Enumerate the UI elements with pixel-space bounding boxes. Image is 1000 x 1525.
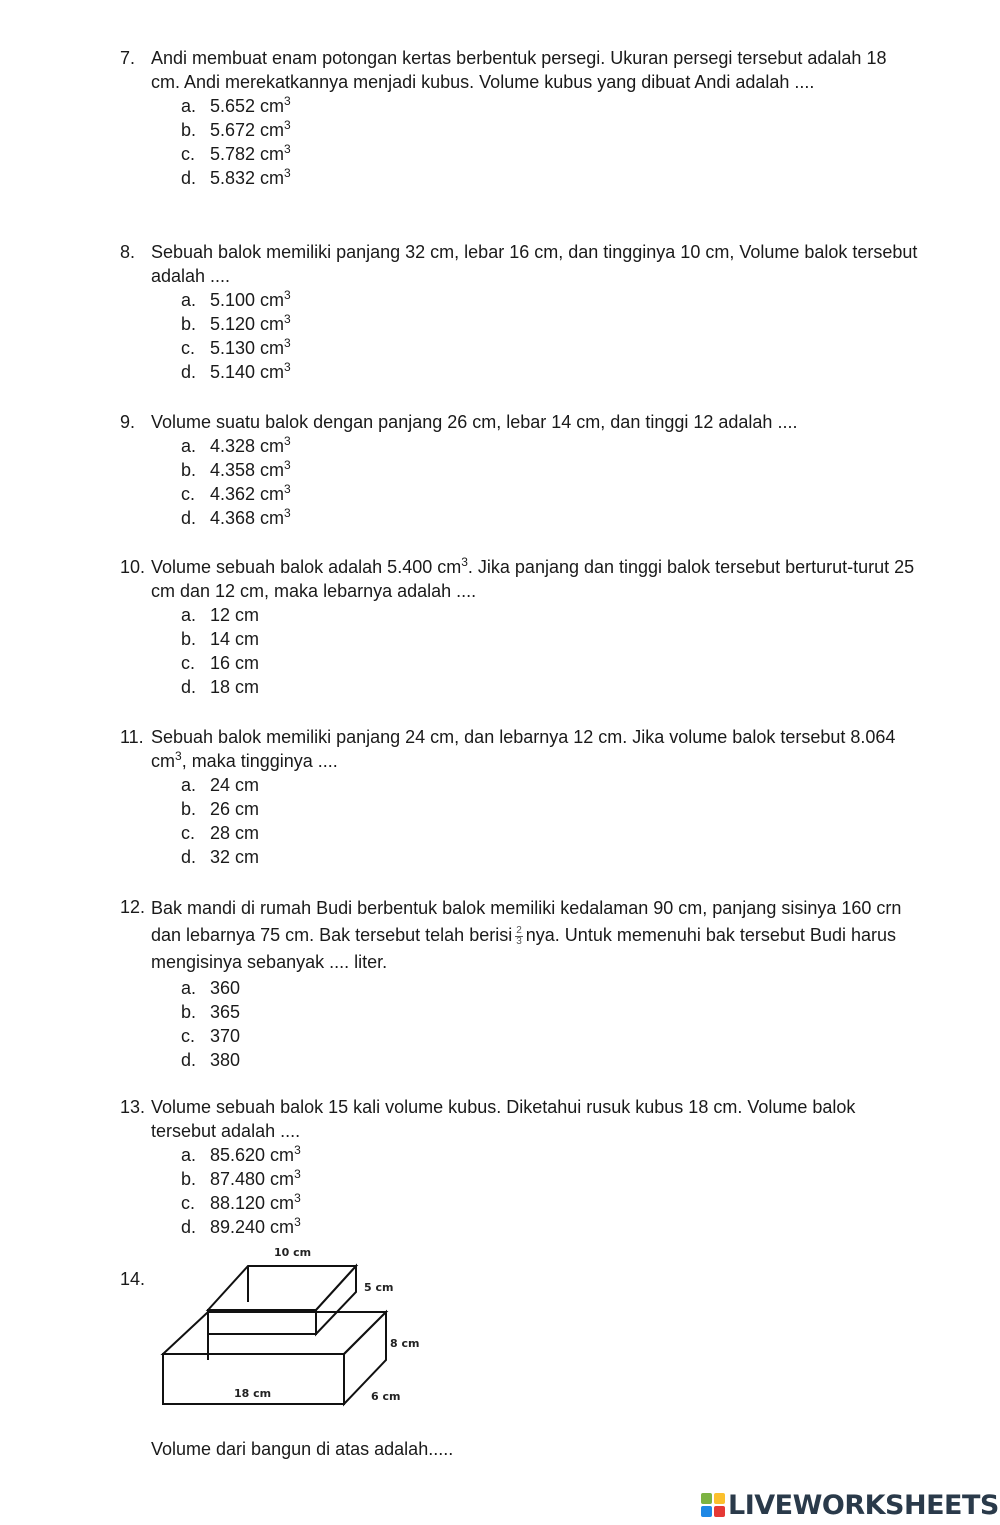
option-c: c. 88.120 $cm^3$ xyxy=(181,1191,301,1213)
liveworksheets-logo-icon xyxy=(700,1492,726,1518)
logo-text: LIVEWORKSHEETS xyxy=(728,1489,999,1521)
option-a: a. 5.652 $cm^3$ xyxy=(181,94,291,116)
option-b: b. 365 xyxy=(181,1002,241,1022)
option-c: c. 370 xyxy=(181,1026,241,1046)
question-number: 12. xyxy=(120,897,146,917)
top-cuboid-front-face xyxy=(208,1310,316,1334)
option-b: b. 5.120 $cm^3$ xyxy=(181,312,291,334)
question-12 xyxy=(120,895,910,1072)
option-b: b. 14 cm xyxy=(181,629,260,649)
option-a: a. 5.100 $cm^3$ xyxy=(181,288,291,310)
options-list xyxy=(181,603,920,699)
question-number: 9. xyxy=(120,412,136,432)
label-bottom-length: 18 cm xyxy=(234,1387,272,1400)
label-top-height: 5 cm xyxy=(364,1281,394,1294)
option-d: d. 32 cm xyxy=(181,847,260,867)
label-top-length: 10 cm xyxy=(274,1246,312,1259)
option-d: d. 380 xyxy=(181,1050,241,1070)
option-a: a. 4.328 $cm^3$ xyxy=(181,434,291,456)
question-text: Volume sebuah balok adalah 5.400 $cm^3$. Jika panjang dan tinggi balok tersebut berturut-turut 25 cm dan 12 cm, maka lebarnya adalah .... xyxy=(151,555,915,601)
stacked-cuboids-figure xyxy=(150,1240,430,1410)
question-text: Sebuah balok memiliki panjang 24 cm, dan lebarnya 12 cm. Jika volume balok tersebut 8.064 $cm^3$, maka tingginya .... xyxy=(151,727,896,771)
option-d: d. 4.368 $cm^3$ xyxy=(181,506,291,528)
option-c: c. 4.362 $cm^3$ xyxy=(181,482,291,504)
question-13 xyxy=(120,1095,920,1239)
option-d: d. 5.140 $cm^3$ xyxy=(181,360,291,382)
option-b: b. 87.480 $cm^3$ xyxy=(181,1167,301,1189)
question-9 xyxy=(120,410,920,530)
label-bottom-height: 8 cm xyxy=(390,1337,420,1350)
logo-square-red xyxy=(714,1506,725,1517)
question-text: Volume sebuah balok 15 kali volume kubus. Diketahui rusuk kubus 18 cm. Volume balok tersebut adalah .... xyxy=(151,1097,856,1141)
question-7 xyxy=(120,46,920,190)
option-a: a. 12 cm xyxy=(181,605,260,625)
option-c: c. 5.130 $cm^3$ xyxy=(181,336,291,358)
option-d: d. 89.240 $cm^3$ xyxy=(181,1215,301,1237)
option-b: b. 4.358 $cm^3$ xyxy=(181,458,291,480)
logo-square-green xyxy=(701,1493,712,1504)
option-a: a. 85.620 $cm^3$ xyxy=(181,1143,301,1165)
question-number: 10. xyxy=(120,557,146,577)
options-list xyxy=(181,288,920,384)
top-cuboid-side-face xyxy=(316,1266,356,1334)
question-number: 8. xyxy=(120,242,136,262)
option-d: d. 5.832 $cm^3$ xyxy=(181,166,291,188)
options-list xyxy=(181,1143,920,1239)
question-text: Volume suatu balok dengan panjang 26 cm, lebar 14 cm, dan tinggi 12 adalah .... xyxy=(151,412,798,432)
top-cuboid-top-face xyxy=(208,1266,356,1310)
option-a: a. 360 xyxy=(181,978,241,998)
option-d: d. 18 cm xyxy=(181,677,260,697)
question-10 xyxy=(120,555,920,699)
option-c: c. 16 cm xyxy=(181,653,260,673)
question-text: Volume dari bangun di atas adalah..... xyxy=(151,1439,454,1459)
question-8 xyxy=(120,240,920,384)
options-list xyxy=(181,94,920,190)
logo-square-blue xyxy=(701,1506,712,1517)
liveworksheets-logo xyxy=(700,1488,999,1522)
question-text: Bak mandi di rumah Budi berbentuk balok memiliki kedalaman 90 cm, panjang sisinya 160 crn dan lebarnya 75 cm. Bak tersebut telah berisi $\frac{2}{3}$ nya. Untuk memenuhi bak tersebut Budi harus mengisinya sebanyak .... liter. xyxy=(151,898,902,972)
question-number: 7. xyxy=(120,48,136,68)
fraction: $\frac{2}{3}$ xyxy=(516,924,522,947)
option-b: b. 5.672 $cm^3$ xyxy=(181,118,291,140)
options-list xyxy=(181,773,920,869)
logo-square-yellow xyxy=(714,1493,725,1504)
question-number: 13. xyxy=(120,1097,146,1117)
option-c: c. 28 cm xyxy=(181,823,260,843)
label-bottom-width: 6 cm xyxy=(371,1390,401,1403)
question-11 xyxy=(120,725,920,869)
options-list xyxy=(181,976,910,1072)
option-a: a. 24 cm xyxy=(181,775,260,795)
question-text: Andi membuat enam potongan kertas berbentuk persegi. Ukuran persegi tersebut adalah 18 cm. Andi merekatkannya menjadi kubus. Volume kubus yang dibuat Andi adalah .... xyxy=(151,48,887,92)
question-number: 14. xyxy=(120,1269,146,1289)
question-text: Sebuah balok memiliki panjang 32 cm, lebar 16 cm, dan tingginya 10 cm, Volume balok tersebut adalah .... xyxy=(151,242,918,286)
options-list xyxy=(181,434,920,530)
option-c: c. 5.782 $cm^3$ xyxy=(181,142,291,164)
question-number: 11. xyxy=(120,727,144,747)
option-b: b. 26 cm xyxy=(181,799,260,819)
